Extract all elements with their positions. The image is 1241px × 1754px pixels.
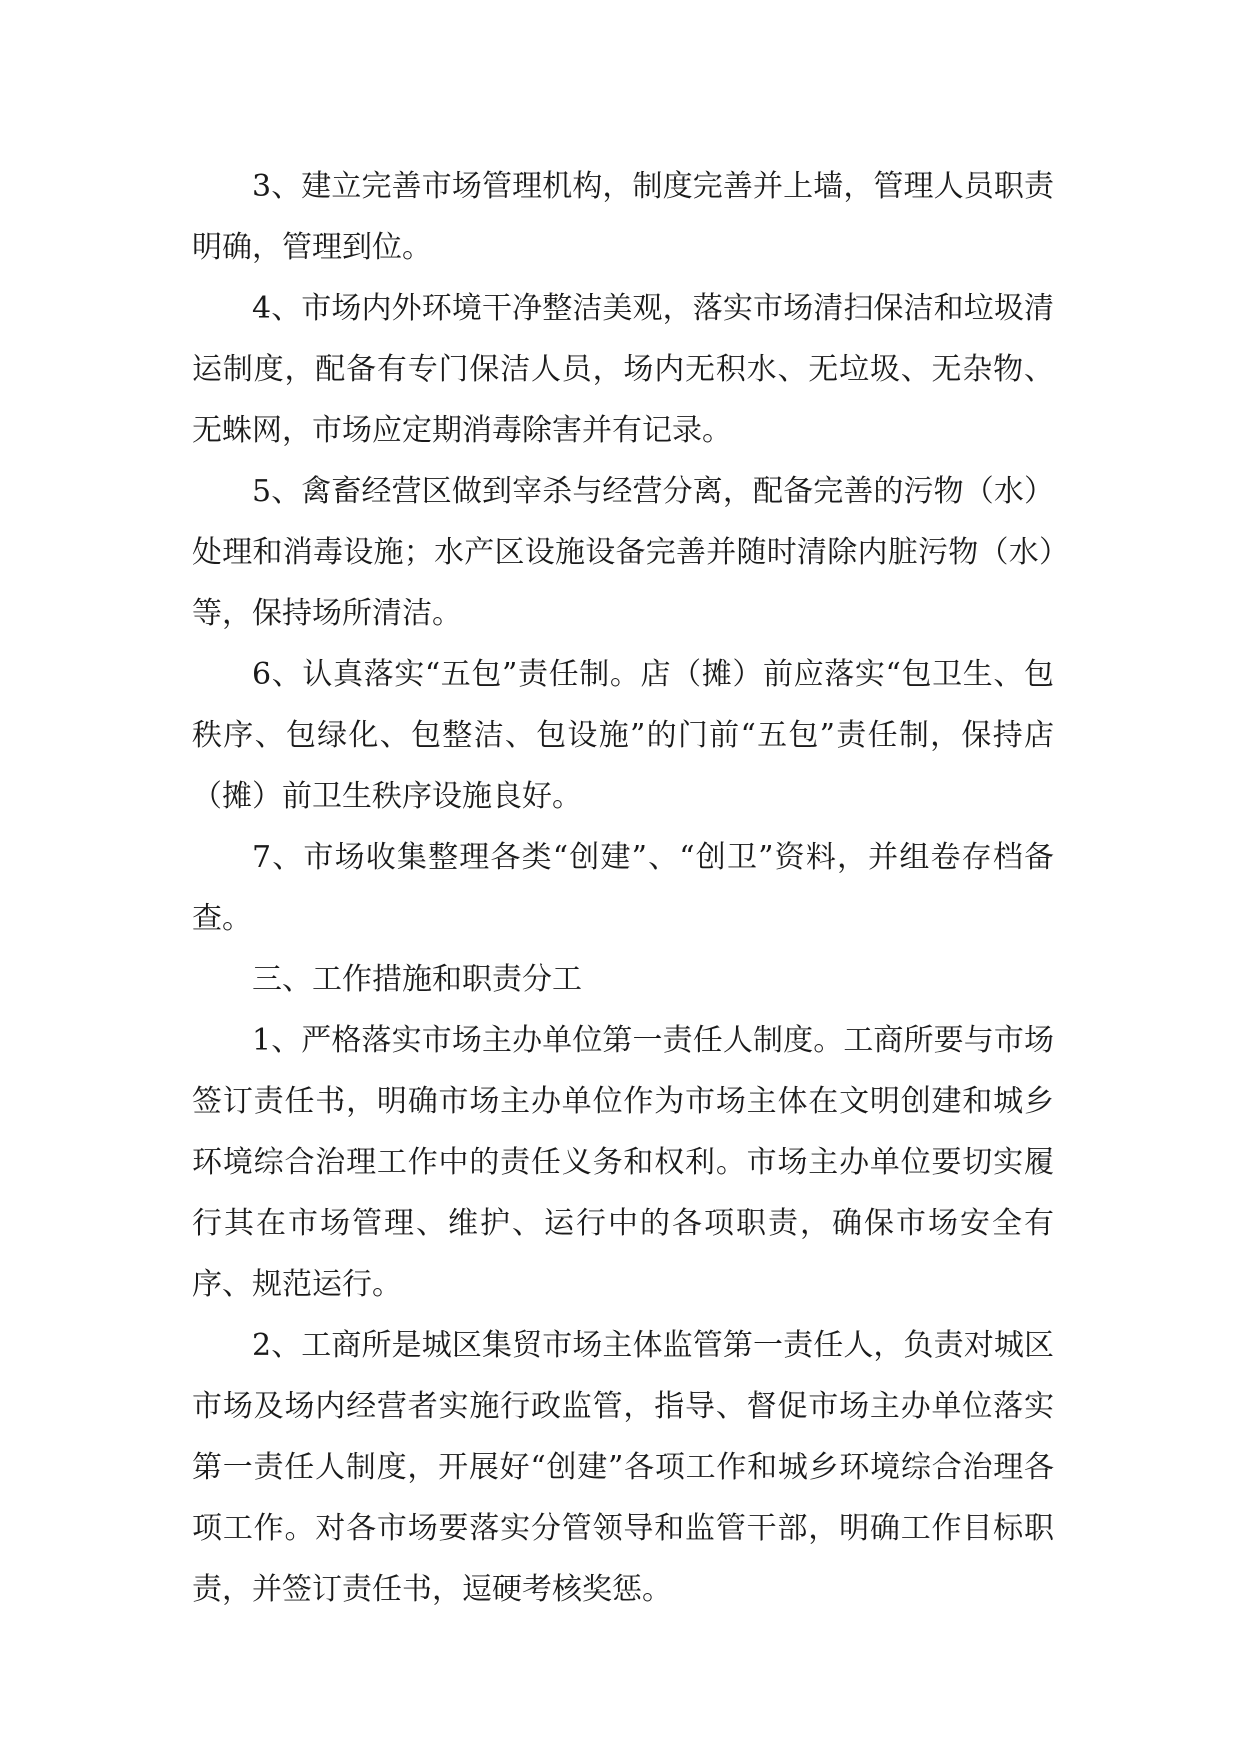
paragraph-item-5: 5、禽畜经营区做到宰杀与经营分离，配备完善的污物（水）处理和消毒设施；水产区设施设备完善并随时清除内脏污物（水）等，保持场所清洁。 xyxy=(192,474,1054,631)
paragraph-measure-1: 1、严格落实市场主办单位第一责任人制度。工商所要与市场签订责任书，明确市场主办单位作为市场主体在文明创建和城乡环境综合治理工作中的责任义务和权利。市场主办单位要切实履行其在市场管理、维护、运行中的各项职责，确保市场安全有序、规范运行。 xyxy=(192,1023,1054,1302)
paragraph-item-6: 6、认真落实“五包”责任制。店（摊）前应落实“包卫生、包秩序、包绿化、包整洁、包设施”的门前“五包”责任制，保持店（摊）前卫生秩序设施良好。 xyxy=(192,657,1054,814)
document-page xyxy=(192,156,1054,1620)
paragraph-item-3: 3、建立完善市场管理机构，制度完善并上墙，管理人员职责明确，管理到位。 xyxy=(192,169,1054,265)
paragraph-item-7: 7、市场收集整理各类“创建”、“创卫”资料，并组卷存档备查。 xyxy=(192,840,1054,936)
paragraph-item-4: 4、市场内外环境干净整洁美观，落实市场清扫保洁和垃圾清运制度，配备有专门保洁人员，场内无积水、无垃圾、无杂物、无蛛网，市场应定期消毒除害并有记录。 xyxy=(192,291,1054,448)
section-heading: 三、工作措施和职责分工 xyxy=(252,962,582,997)
paragraph-measure-2: 2、工商所是城区集贸市场主体监管第一责任人，负责对城区市场及场内经营者实施行政监管，指导、督促市场主办单位落实第一责任人制度，开展好“创建”各项工作和城乡环境综合治理各项工作。对各市场要落实分管领导和监管干部，明确工作目标职责，并签订责任书，逗硬考核奖惩。 xyxy=(192,1328,1054,1607)
